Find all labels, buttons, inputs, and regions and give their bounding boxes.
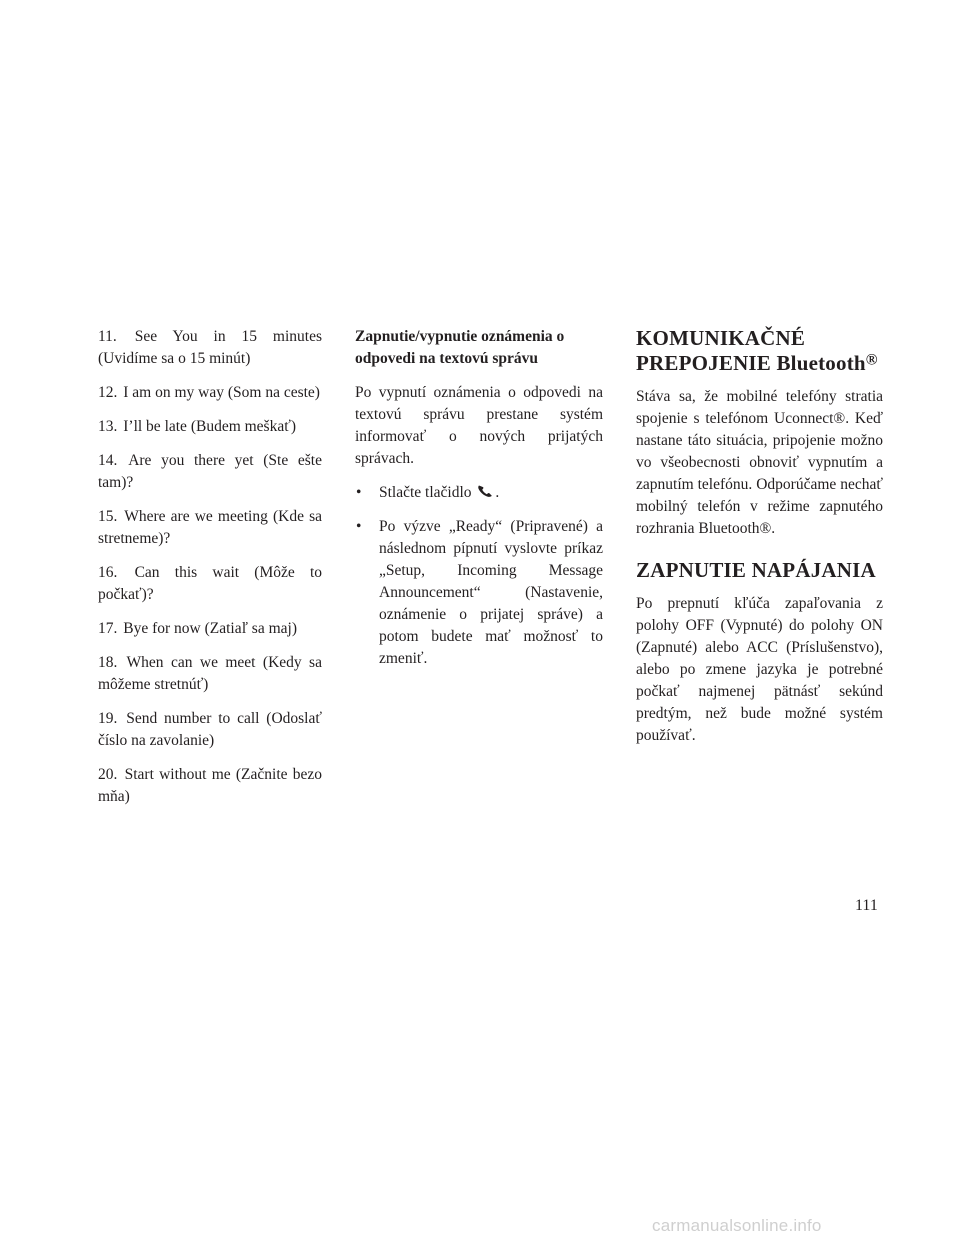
column-right [636,326,883,759]
column-middle [355,326,603,682]
phone-icon [477,484,493,498]
bullet-item: • Stlačte tlačidlo . [355,482,603,504]
paragraph: Stáva sa, že mobilné telefóny stratia spojenie s telefónom Uconnect®. Keď nastane táto situácia, pripojenie možno vo všeobecnosti obnoviť vypnutím a zapnutím telefónu. Odporúčame nechať mobilný telefón v režime zapnutého rozhrania Bluetooth®. [636,388,883,537]
list-item: 20. Start without me (Začnite bezo mňa) [98,766,322,805]
list-item: 11. See You in 15 minutes (Uvidíme sa o 15 minút) [98,328,322,367]
list-item: 14. Are you there yet (Ste ešte tam)? [98,452,322,491]
intro-paragraph: Po vypnutí oznámenia o odpovedi na textovú správu prestane systém informovať o nových prijatých správach. [355,384,603,467]
bullet-item: • Po výzve „Ready“ (Pripravené) a následnom pípnutí vyslovte príkaz „Setup, Incoming Message Announcement“ (Nastavenie, oznámenie o prijatej správe) a potom budete mať možnosť to zmeniť. [355,516,603,670]
list-item: 16. Can this wait (Môže to počkať)? [98,564,323,603]
column-left [98,326,322,820]
list-item: 18. When can we meet (Kedy sa môžeme stretnúť) [98,654,322,693]
list-item: 17. Bye for now (Zatiaľ sa maj) [98,620,297,637]
watermark: carmanualsonline.info [652,1216,822,1235]
page-number: 111 [855,897,878,914]
list-item: 19. Send number to call (Odoslať číslo na zavolanie) [98,710,322,749]
section-heading: KOMUNIKAČNÉ PREPOJENIE Bluetooth® [636,326,878,375]
bullet-list [355,482,603,670]
paragraph: Po prepnutí kľúča zapaľovania z polohy OFF (Vypnuté) do polohy ON (Zapnuté) alebo ACC (Príslušenstvo), alebo po zmene jazyka je potrebné počkať najmenej pätnásť sekúnd predtým, než bude možné systém používať. [636,595,883,744]
list-item: 12. I am on my way (Som na ceste) [98,384,320,401]
section-subheading: Zapnutie/vypnutie oznámenia o odpovedi na textovú správu [355,328,565,367]
list-item: 13. I’ll be late (Budem meškať) [98,418,297,435]
list-item: 15. Where are we meeting (Kde sa stretneme)? [98,508,322,547]
section-heading: ZAPNUTIE NAPÁJANIA [636,558,876,582]
